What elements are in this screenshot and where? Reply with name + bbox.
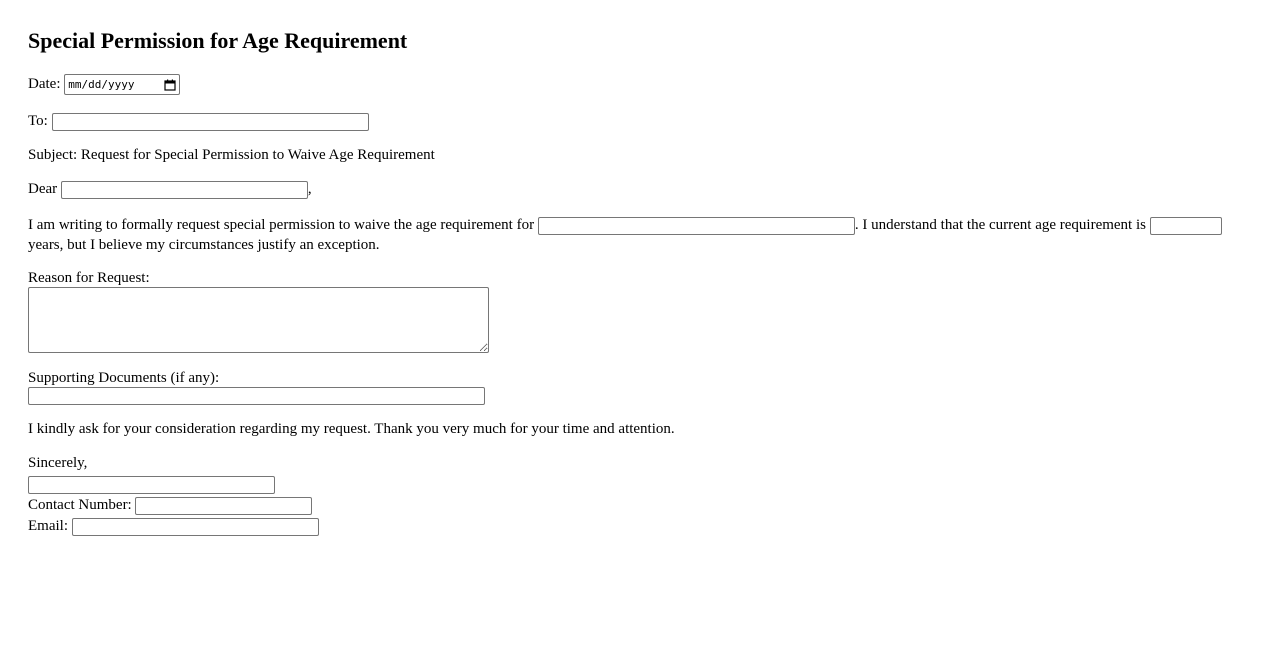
purpose-input[interactable] <box>538 217 855 235</box>
recipient-name-input[interactable] <box>61 181 308 199</box>
closing-text: I kindly ask for your consideration regarding my request. Thank you very much for your time and attention. <box>28 421 675 438</box>
reason-section <box>28 269 1250 353</box>
calendar-icon[interactable] <box>164 79 176 91</box>
age-requirement-input[interactable] <box>1150 217 1222 235</box>
contact-label: Contact Number: <box>28 497 132 514</box>
date-input[interactable] <box>64 74 180 95</box>
email-input[interactable] <box>72 518 319 536</box>
date-label: Date: <box>28 76 61 92</box>
dear-row <box>28 179 1250 199</box>
email-label: Email: <box>28 518 68 535</box>
to-input[interactable] <box>52 113 369 131</box>
reason-label: Reason for Request: <box>28 270 150 287</box>
documents-section <box>28 369 1250 405</box>
date-placeholder: mm/dd/yyyy <box>68 77 135 91</box>
body-paragraph <box>28 215 1250 255</box>
contact-number-input[interactable] <box>135 497 312 515</box>
body-text-3: years, but I believe my circumstances justify an exception. <box>28 237 380 254</box>
email-row <box>28 516 1250 537</box>
date-row <box>28 74 1250 95</box>
signature-block <box>28 453 1250 537</box>
dear-comma: , <box>307 181 312 198</box>
body-text-1: I am writing to formally request special permission to waive the age requirement for <box>28 217 535 234</box>
sincerely-text: Sincerely, <box>28 455 88 472</box>
reason-textarea[interactable] <box>28 287 489 353</box>
contact-row <box>28 495 1250 516</box>
subject-line: Subject: Request for Special Permission to Waive Age Requirement <box>28 147 435 164</box>
body-text-2: . I understand that the current age requirement is <box>854 217 1146 234</box>
documents-label: Supporting Documents (if any): <box>28 370 220 387</box>
dear-label: Dear <box>28 181 58 198</box>
to-row <box>28 111 1250 131</box>
supporting-documents-input[interactable] <box>28 387 485 405</box>
page-title: Special Permission for Age Requirement <box>28 28 408 53</box>
signature-name-row <box>28 474 1250 495</box>
to-label: To: <box>28 113 48 130</box>
signature-name-input[interactable] <box>28 476 275 494</box>
